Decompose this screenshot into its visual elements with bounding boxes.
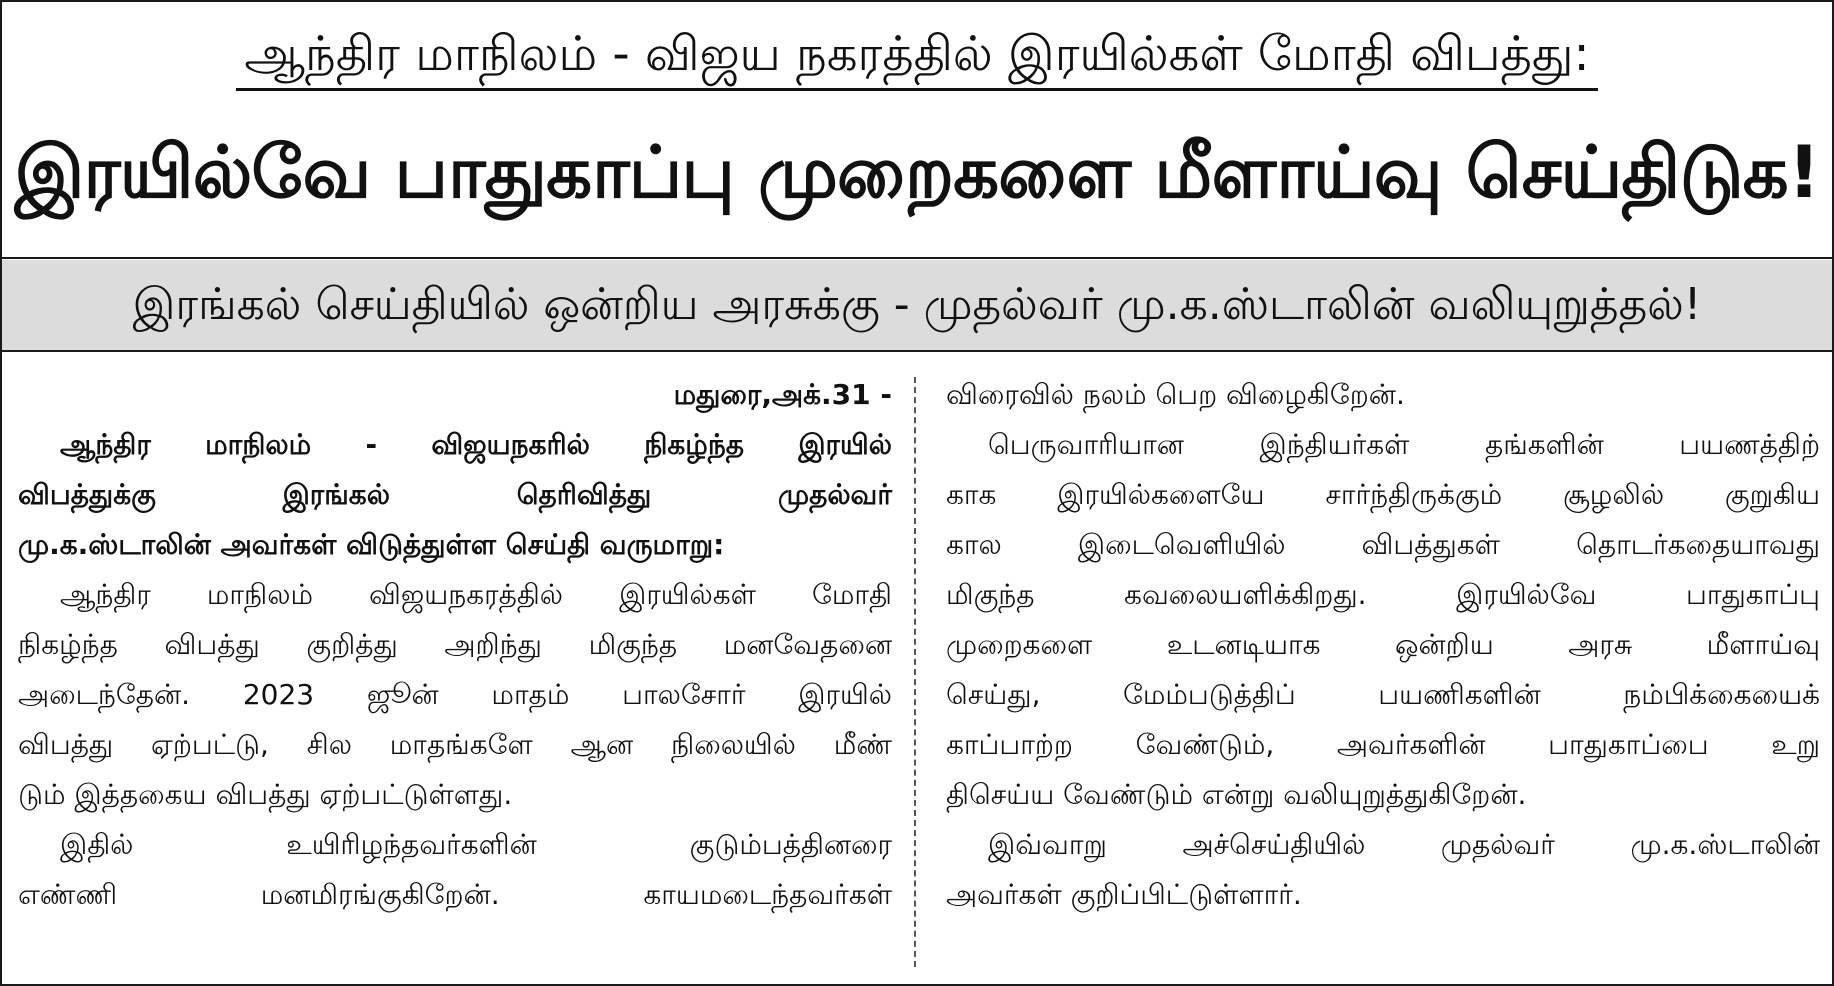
body-line: இவ்வாறு அச்செய்தியில் முதல்வர் மு.க.ஸ்டாலின் [988, 828, 1820, 861]
right-column [940, 370, 1820, 920]
main-headline: இரயில்வே பாதுகாப்பு முறைகளை மீளாய்வு செய்திடுக! [14, 130, 1820, 214]
body-line: காக இரயில்களையே சார்ந்திருக்கும் சூழலில் குறுகிய [946, 478, 1820, 511]
body-line: காப்பாற்ற வேண்டும், அவர்களின் பாதுகாப்பை உறு [946, 728, 1820, 761]
body-line: ஆந்திர மாநிலம் விஜயநகரத்தில் இரயில்கள் மோதி [60, 578, 892, 611]
kicker-text: ஆந்திர மாநிலம் - விஜய நகரத்தில் இரயில்கள் மோதி விபத்து: [236, 24, 1597, 91]
body-line: மிகுந்த கவலையளிக்கிறது. இரயில்வே பாதுகாப்பு [946, 578, 1820, 611]
body-line: டும் இத்தகைய விபத்து ஏற்பட்டுள்ளது. [18, 778, 513, 811]
body-line: விரைவில் நலம் பெற விழைகிறேன். [946, 378, 1405, 411]
dateline: மதுரை,அக்.31 - [673, 378, 892, 411]
body-line: எண்ணி மனமிரங்குகிறேன். காயமடைந்தவர்கள் [18, 878, 892, 911]
headline-box [2, 2, 1832, 259]
body-line: இதில் உயிரிழந்தவர்களின் குடும்பத்தினரை [60, 828, 892, 861]
body-line: நிகழ்ந்த விபத்து குறித்து அறிந்து மிகுந்த மனவேதனை [18, 628, 892, 661]
lead-line: விபத்துக்கு இரங்கல் தெரிவித்து முதல்வர் [18, 478, 892, 511]
body-line: விபத்து ஏற்பட்டு, சில மாதங்களே ஆன நிலையில் மீண் [18, 728, 892, 761]
body-line: கால இடைவெளியில் விபத்துகள் தொடர்கதையாவது [946, 528, 1820, 561]
lead-line: ஆந்திர மாநிலம் - விஜயநகரில் நிகழ்ந்த இரயில் [60, 428, 892, 461]
body-line: அடைந்தேன். 2023 ஜூன் மாதம் பாலசோர் இரயில் [18, 678, 892, 711]
lead-line: மு.க.ஸ்டாலின் அவர்கள் விடுத்துள்ள செய்தி வருமாறு: [18, 528, 725, 561]
left-column [18, 370, 898, 920]
body-line: முறைகளை உடனடியாக ஒன்றிய அரசு மீளாய்வு [946, 628, 1820, 661]
body-line: பெருவாரியான இந்தியர்கள் தங்களின் பயணத்திற் [988, 428, 1820, 461]
kicker-line [2, 24, 1832, 91]
subheadline-banner: இரங்கல் செய்தியில் ஒன்றிய அரசுக்கு - முதல்வர் மு.க.ஸ்டாலின் வலியுறுத்தல்! [2, 260, 1832, 352]
column-divider [914, 377, 916, 967]
body-line: அவர்கள் குறிப்பிட்டுள்ளார். [946, 878, 1302, 911]
body-line: திசெய்ய வேண்டும் என்று வலியுறுத்துகிறேன். [946, 778, 1527, 811]
body-line: செய்து, மேம்படுத்திப் பயணிகளின் நம்பிக்கையைக் [946, 678, 1820, 711]
